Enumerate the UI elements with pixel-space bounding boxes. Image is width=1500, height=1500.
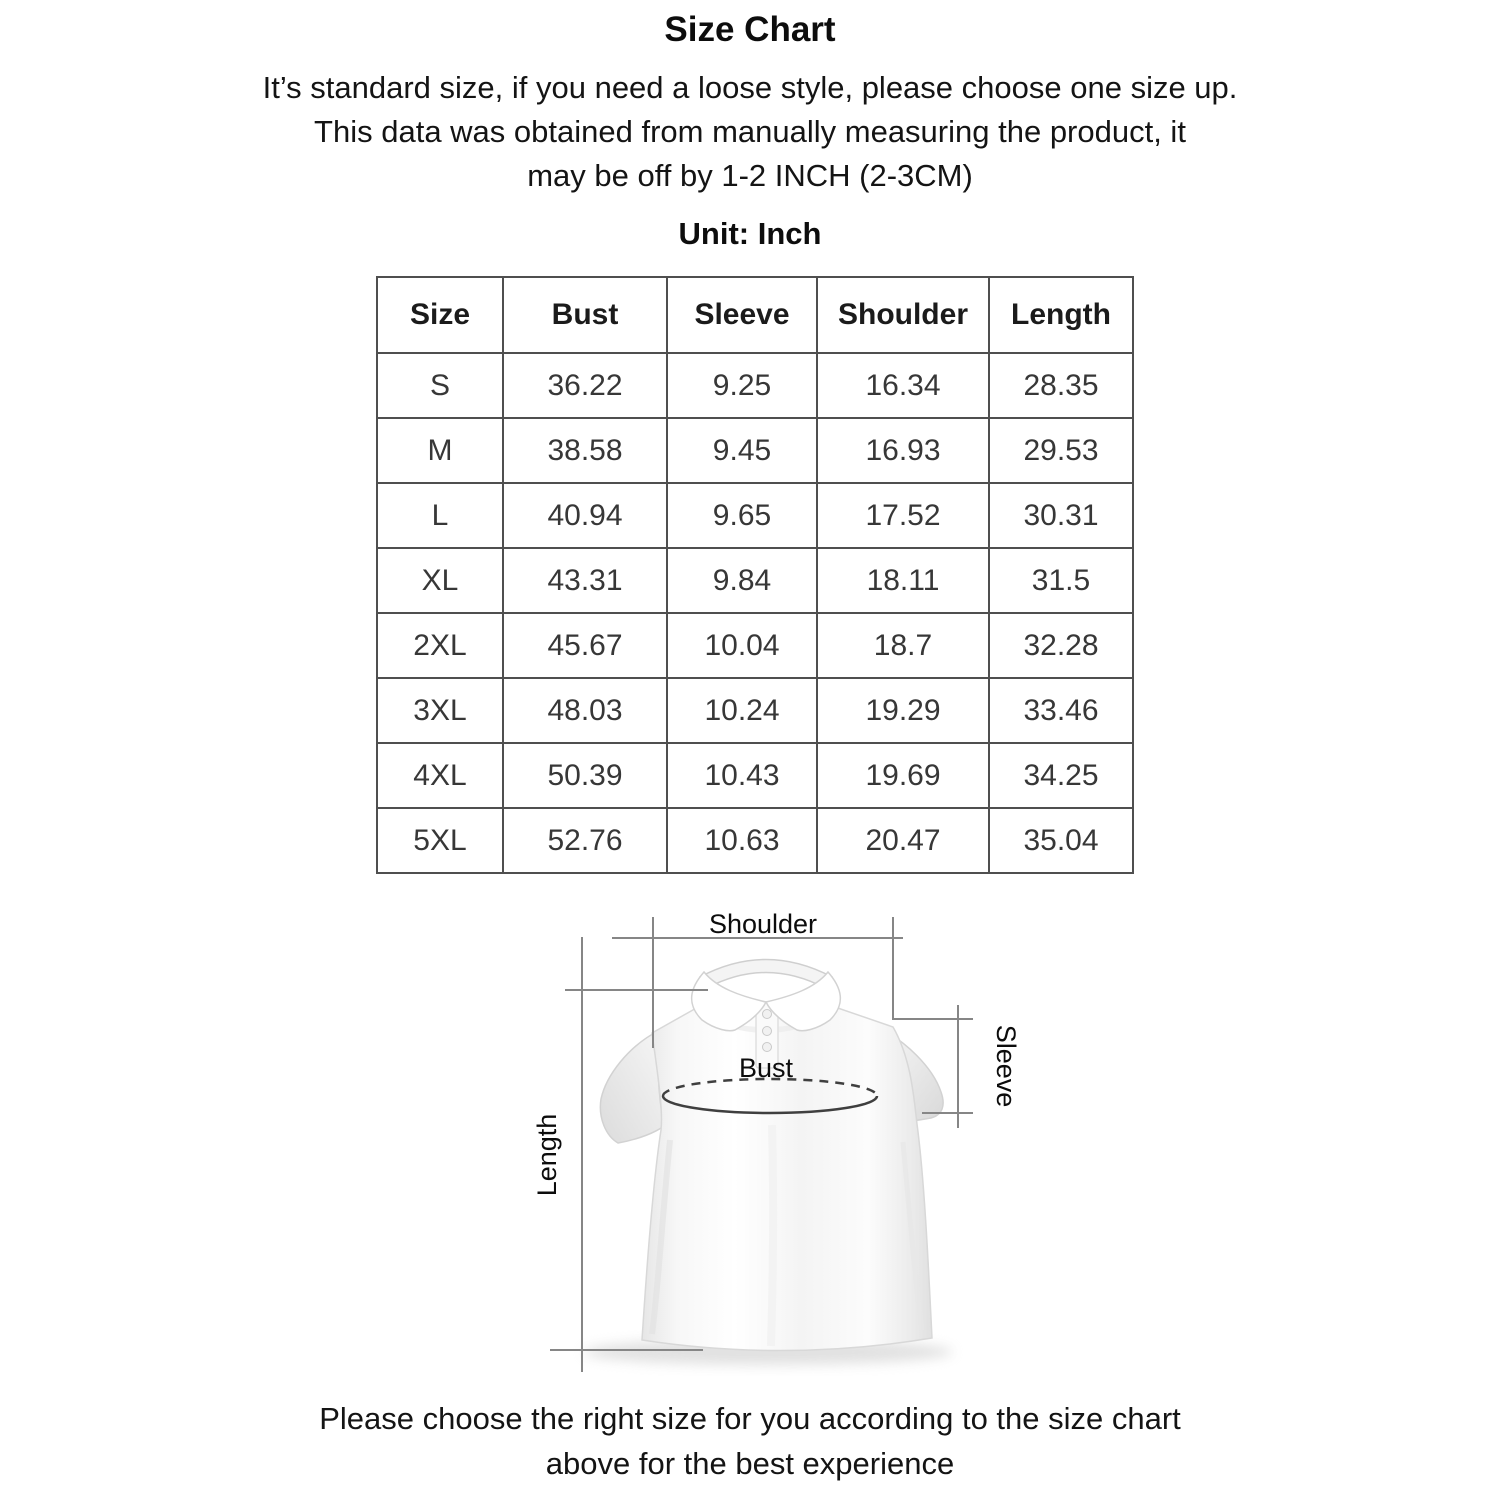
intro-line-3: may be off by 1-2 INCH (2-3CM) (527, 158, 973, 193)
table-cell: 19.29 (817, 678, 989, 743)
size-diagram (500, 900, 1060, 1400)
table-cell: 5XL (377, 808, 503, 873)
table-cell: 18.11 (817, 548, 989, 613)
intro-line-1: It’s standard size, if you need a loose style, please choose one size up. (262, 70, 1238, 105)
table-cell: 29.53 (989, 418, 1133, 483)
table-cell: 36.22 (503, 353, 667, 418)
table-cell: 10.63 (667, 808, 817, 873)
table-cell: 10.24 (667, 678, 817, 743)
table-cell: 28.35 (989, 353, 1133, 418)
sleeve-label: Sleeve (991, 1024, 1021, 1108)
table-cell: 9.25 (667, 353, 817, 418)
footer-text (0, 1396, 1500, 1486)
table-cell: 50.39 (503, 743, 667, 808)
size-table (376, 276, 1134, 874)
table-cell: 9.84 (667, 548, 817, 613)
length-label: Length (532, 1113, 562, 1197)
table-header-row (377, 277, 1133, 353)
column-header: Bust (503, 277, 667, 353)
table-cell: 45.67 (503, 613, 667, 678)
table-row (377, 808, 1133, 873)
table-cell: 16.93 (817, 418, 989, 483)
column-header: Size (377, 277, 503, 353)
table-cell: L (377, 483, 503, 548)
table-cell: 10.43 (667, 743, 817, 808)
table-row (377, 353, 1133, 418)
table-cell: 38.58 (503, 418, 667, 483)
intro-line-2: This data was obtained from manually measuring the product, it (314, 114, 1186, 149)
table-row (377, 678, 1133, 743)
table-cell: 17.52 (817, 483, 989, 548)
column-header: Shoulder (817, 277, 989, 353)
table-cell: 2XL (377, 613, 503, 678)
table-cell: 52.76 (503, 808, 667, 873)
table-cell: 9.65 (667, 483, 817, 548)
table-cell: 32.28 (989, 613, 1133, 678)
bust-label: Bust (738, 1053, 794, 1083)
polo-shirt-illustration (600, 960, 943, 1351)
table-cell: 20.47 (817, 808, 989, 873)
table-cell: 30.31 (989, 483, 1133, 548)
table-cell: S (377, 353, 503, 418)
table-cell: 10.04 (667, 613, 817, 678)
table-cell: 16.34 (817, 353, 989, 418)
table-cell: 43.31 (503, 548, 667, 613)
table-cell: 3XL (377, 678, 503, 743)
table-cell: 4XL (377, 743, 503, 808)
intro-text (0, 66, 1500, 198)
shoulder-label: Shoulder (708, 909, 818, 939)
table-cell: 35.04 (989, 808, 1133, 873)
table-cell: 19.69 (817, 743, 989, 808)
table-cell: 31.5 (989, 548, 1133, 613)
table-row (377, 613, 1133, 678)
table-row (377, 548, 1133, 613)
table-cell: 9.45 (667, 418, 817, 483)
unit-heading: Unit: Inch (678, 216, 822, 251)
table-cell: 18.7 (817, 613, 989, 678)
table-cell: 40.94 (503, 483, 667, 548)
table-row (377, 418, 1133, 483)
table-cell: 33.46 (989, 678, 1133, 743)
column-header: Length (989, 277, 1133, 353)
table-cell: XL (377, 548, 503, 613)
page-title: Size Chart (664, 10, 836, 49)
table-cell: 48.03 (503, 678, 667, 743)
table-cell: M (377, 418, 503, 483)
table-row (377, 743, 1133, 808)
footer-line-2: above for the best experience (545, 1446, 955, 1481)
table-row (377, 483, 1133, 548)
table-cell: 34.25 (989, 743, 1133, 808)
footer-line-1: Please choose the right size for you according to the size chart (319, 1401, 1181, 1436)
column-header: Sleeve (667, 277, 817, 353)
